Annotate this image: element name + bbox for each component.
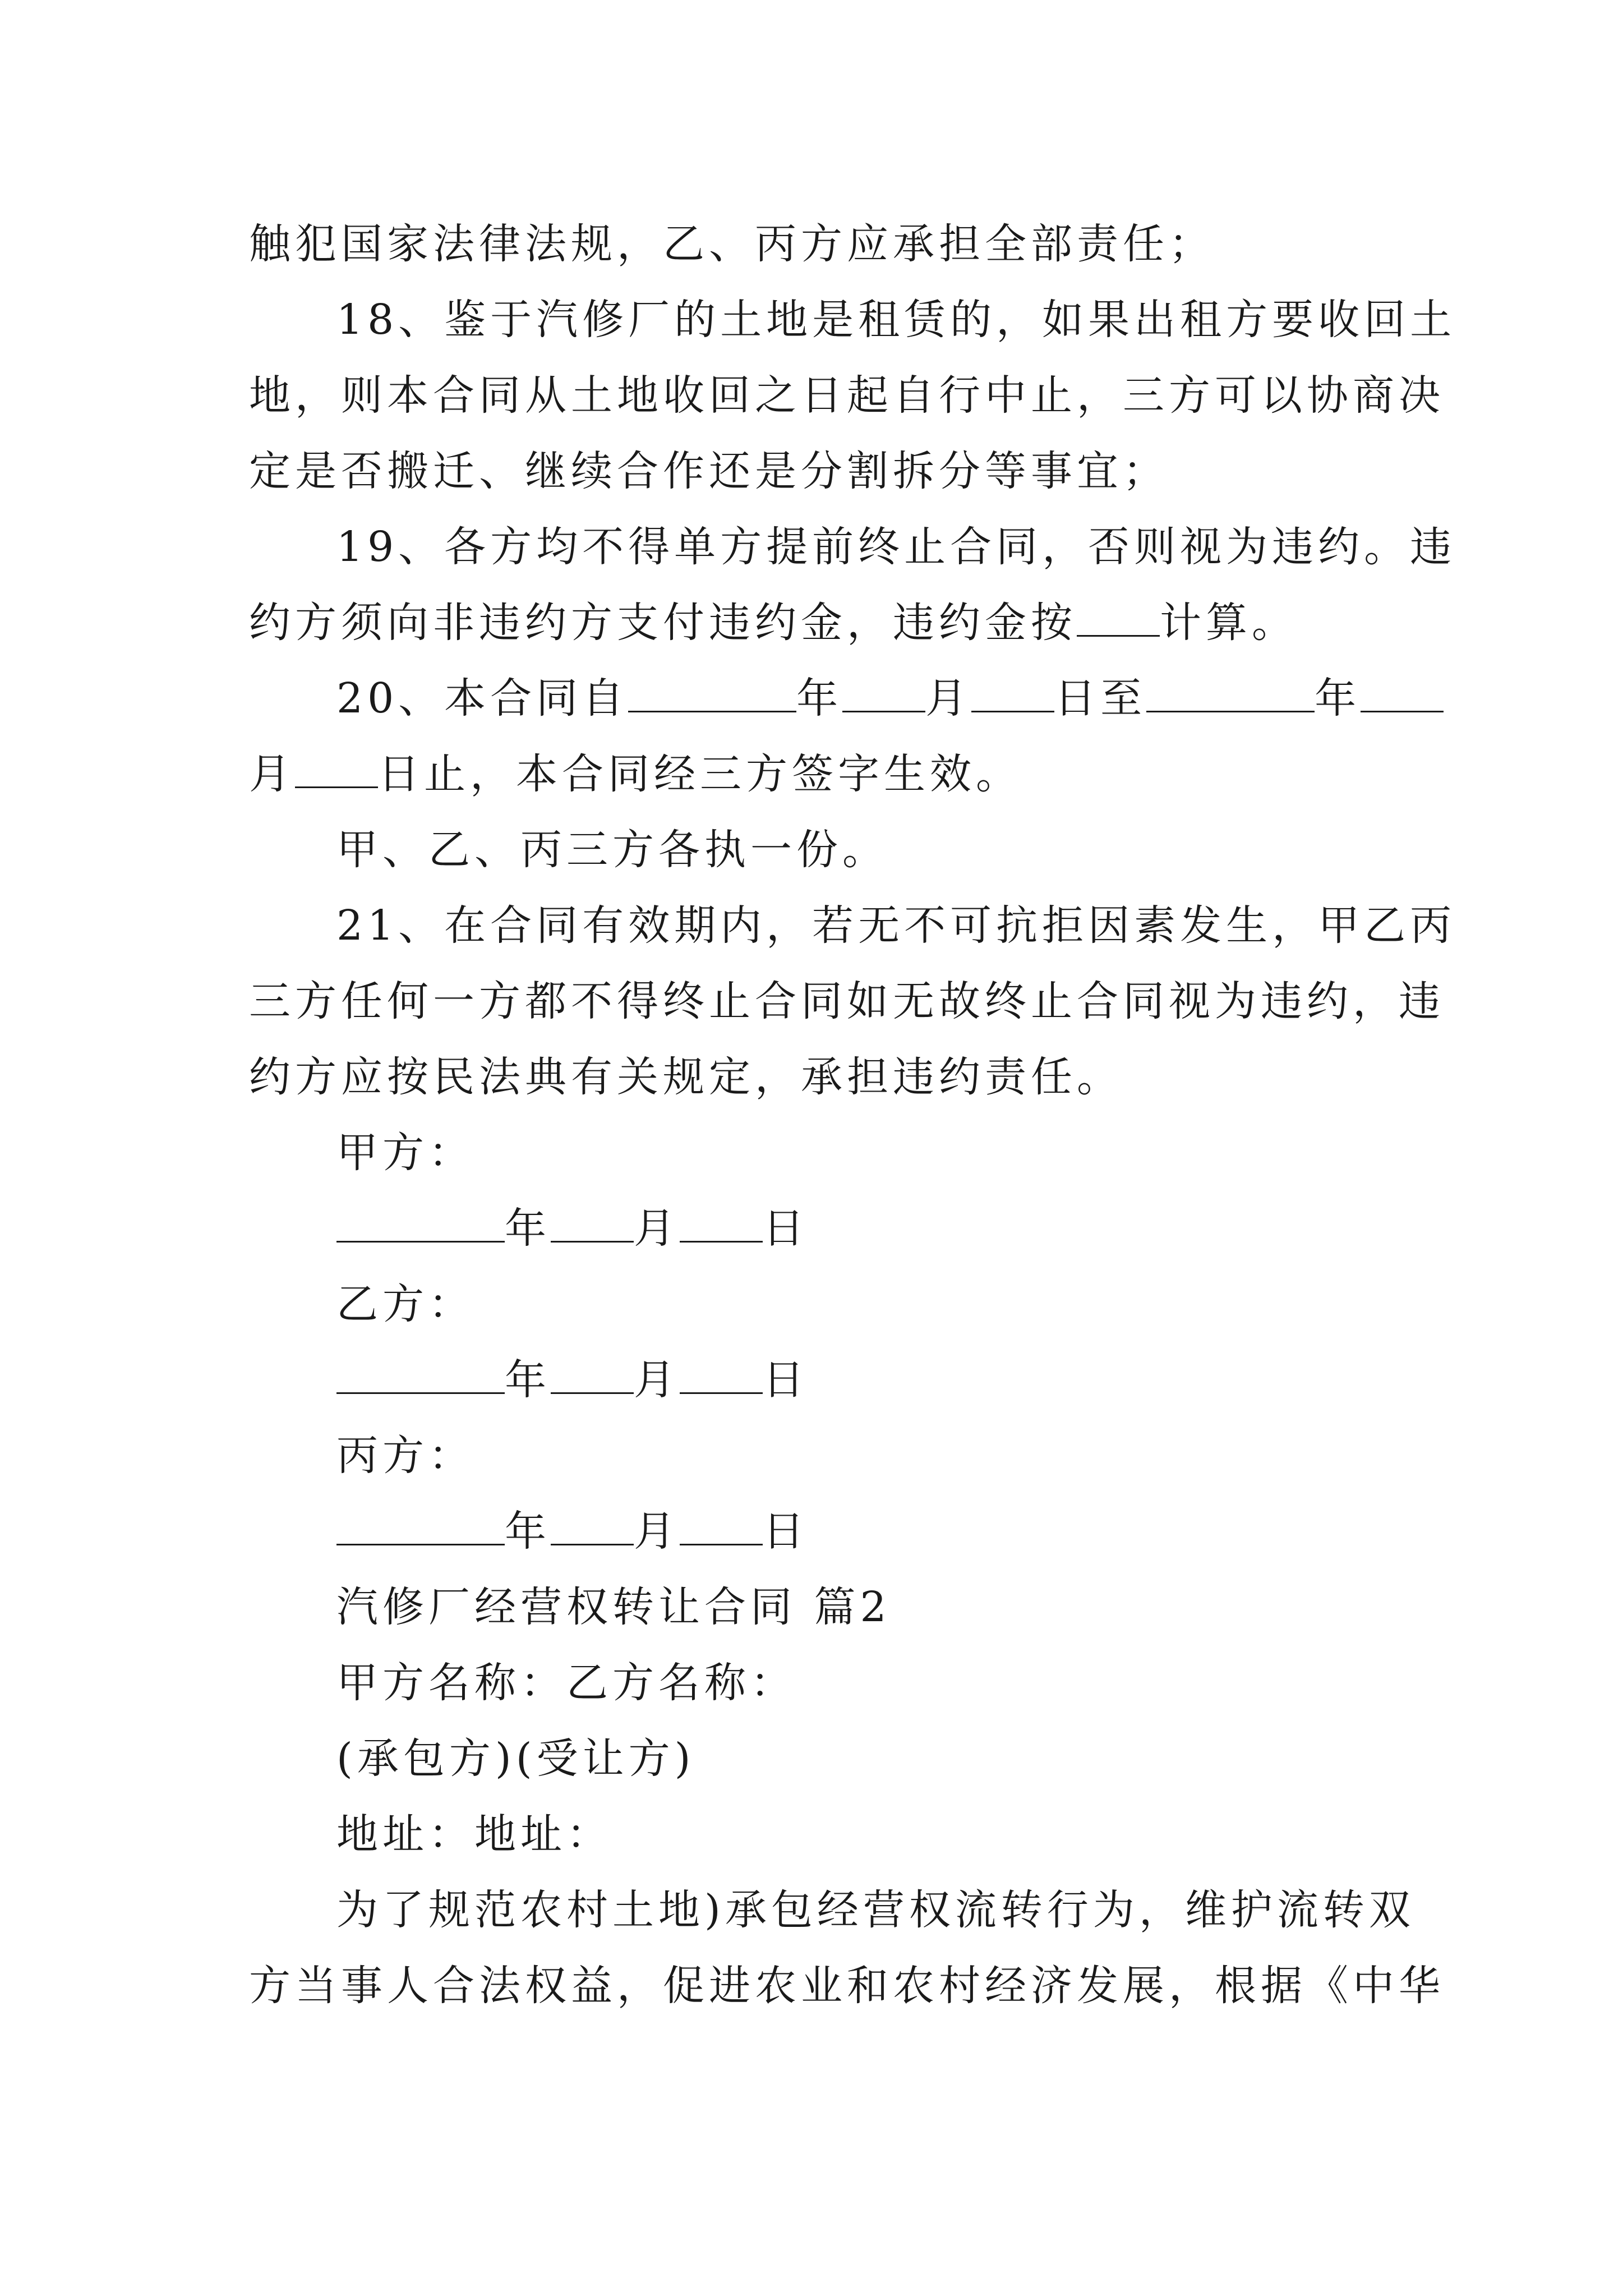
day-text: 日 (763, 1356, 809, 1404)
end-day-blank (295, 752, 378, 788)
clause-21-line-3: 约方应按民法典有关规定，承担违约责任。 (249, 1053, 1123, 1101)
penalty-blank (1077, 600, 1160, 637)
clause-19-line-1: 19、各方均不得单方提前终止合同，否则视为违约。违 (336, 523, 1456, 571)
party-b-date (336, 1352, 809, 1408)
day-to-text: 日至 (1054, 674, 1147, 723)
end-year-blank (1146, 676, 1315, 712)
party-a-date (336, 1200, 809, 1257)
party-roles-line: (承包方)(受让方) (336, 1734, 695, 1783)
date-month-blank (551, 1206, 634, 1243)
party-c-label: 丙方： (336, 1432, 474, 1480)
date-year-blank (336, 1206, 505, 1243)
month-text: 月 (925, 674, 972, 723)
clause-21-line-2: 三方任何一方都不得终止合同如无故终止合同视为违约，违 (249, 977, 1445, 1025)
start-month-blank (842, 676, 925, 712)
day-text: 日 (763, 1507, 809, 1556)
clause-20-start: 20、本合同自 (336, 674, 629, 723)
party-b-label: 乙方： (336, 1280, 474, 1328)
date-day-blank (680, 1206, 763, 1243)
year-text: 年 (505, 1204, 551, 1253)
preamble-line-1: 为了规范农村土地)承包经营权流转行为，维护流转双 (336, 1886, 1415, 1934)
section-2-title: 汽修厂经营权转让合同 篇2 (336, 1583, 891, 1631)
clause-19-tail: 计算。 (1160, 599, 1298, 647)
year-text: 年 (796, 674, 843, 723)
clause-19-text: 约方须向非违约方支付违约金，违约金按 (249, 599, 1077, 647)
clause-19-line-2 (249, 595, 1298, 651)
date-month-blank (551, 1358, 634, 1394)
date-month-blank (551, 1509, 634, 1545)
clause-21-line-1: 21、在合同有效期内，若无不可抗拒因素发生，甲乙丙 (336, 901, 1456, 950)
party-a-label: 甲方： (336, 1129, 474, 1177)
date-day-blank (680, 1358, 763, 1394)
party-names-line: 甲方名称：乙方名称： (336, 1659, 796, 1707)
clause-18-line-2: 地，则本合同从土地收回之日起自行中止，三方可以协商决 (249, 371, 1445, 420)
date-day-blank (680, 1509, 763, 1545)
start-year-blank (628, 676, 796, 712)
month-text: 月 (249, 750, 295, 798)
month-text: 月 (634, 1204, 680, 1253)
day-text: 日 (763, 1204, 809, 1253)
clause-18-line-3: 定是否搬迁、继续合作还是分割拆分等事宜； (249, 447, 1169, 495)
clause-20-line-1 (336, 670, 1444, 726)
date-year-blank (336, 1358, 505, 1394)
address-line: 地址：地址： (336, 1810, 612, 1858)
start-day-blank (971, 676, 1054, 712)
clause-20-line-2 (249, 746, 1022, 802)
clause-20-end: 日止，本合同经三方签字生效。 (378, 750, 1022, 798)
end-month-blank-part (1361, 676, 1444, 712)
year-text: 年 (1315, 674, 1361, 723)
month-text: 月 (634, 1356, 680, 1404)
party-c-date (336, 1503, 809, 1559)
year-text: 年 (505, 1507, 551, 1556)
copies-line: 甲、乙、丙三方各执一份。 (336, 826, 888, 874)
month-text: 月 (634, 1507, 680, 1556)
paragraph-line: 触犯国家法律法规，乙、丙方应承担全部责任； (249, 220, 1215, 268)
preamble-line-2: 方当事人合法权益，促进农业和农村经济发展，根据《中华 (249, 1962, 1445, 2010)
date-year-blank (336, 1509, 505, 1545)
clause-18-line-1: 18、鉴于汽修厂的土地是租赁的，如果出租方要收回土 (336, 296, 1456, 344)
year-text: 年 (505, 1356, 551, 1404)
